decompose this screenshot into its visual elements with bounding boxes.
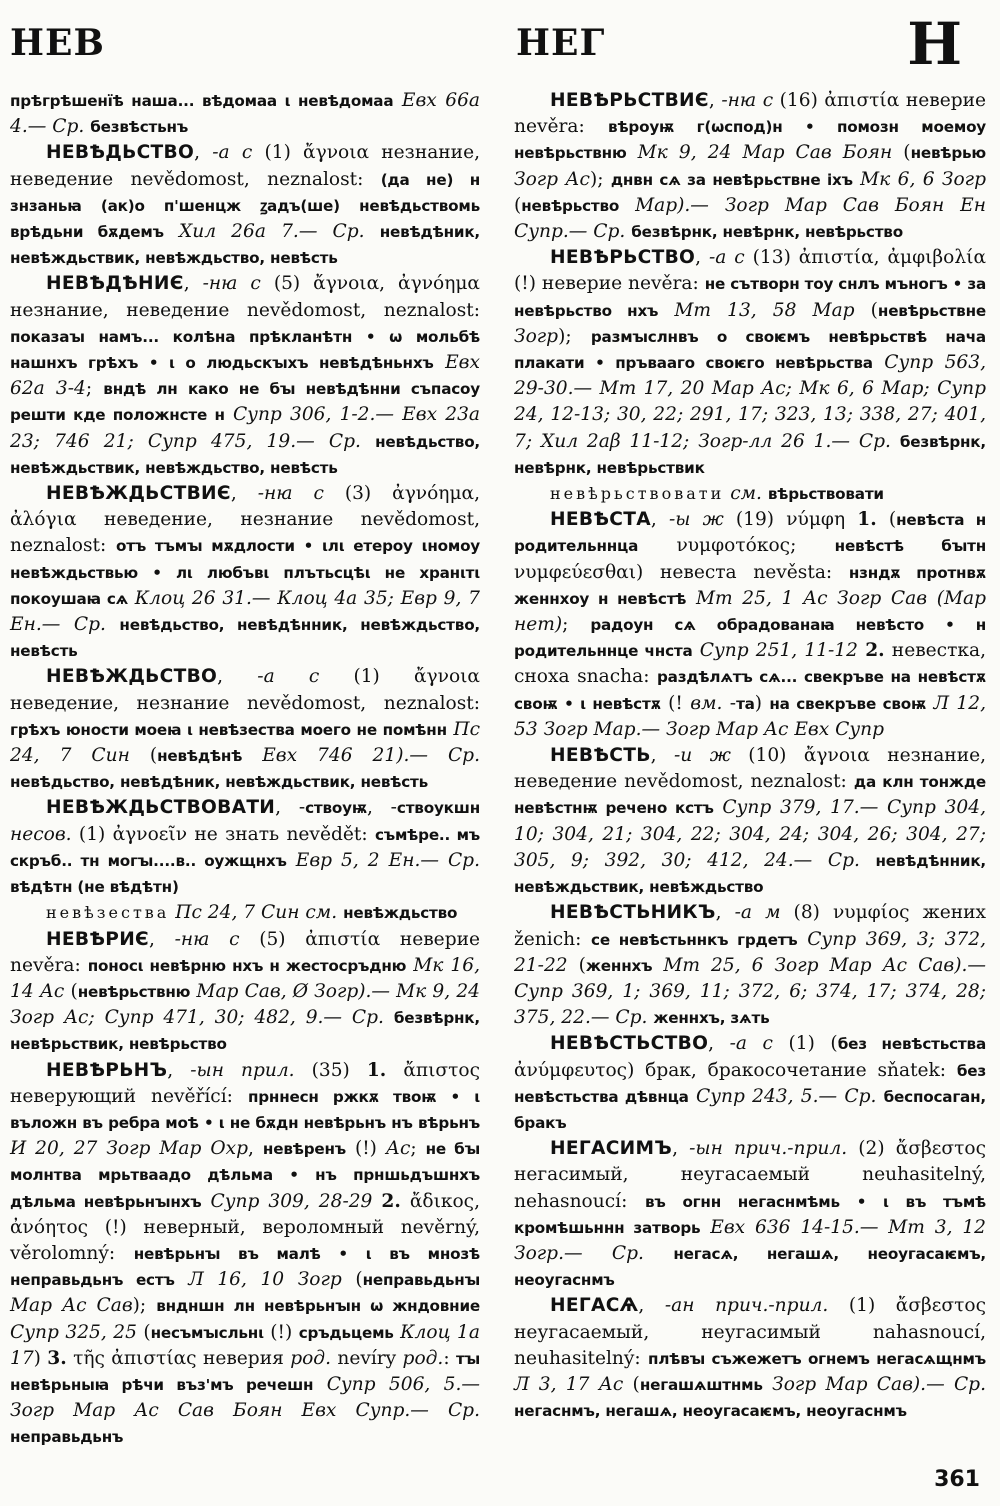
dictionary-entry: НЕГАСѦ, -ан прич.-прил. (1) ἄσβεστος неугасаемый, неугасимый nahasnoucí, neuhasitelný: плѣвꙑ съжежетъ огнемъ негасѧщнмъ Л 3, 17 Ас (негашѧштнмь Зогр Мар Сав).— Ср. негаснмъ, негашѧ, неоугасаѥмъ, неоугаснмъ bbox=[514, 1295, 986, 1421]
dictionary-entry: НЕГАСИМЪ, -ын прич.-прил. (2) ἄσβεστος негасимый, неугасаемый neuhasitelný, nehasnoucí: въ огнн негаснмѣмь • ι въ тъмѣ кромѣшьннн затворь Евх 636 14-15.— Мт 3, 12 Зогр.— Ср. негасѧ, негашѧ, неоугасаѥмъ, неоугаснмъ bbox=[514, 1138, 987, 1290]
right-column bbox=[514, 88, 986, 1424]
dictionary-entry: НЕВѢЖДЬСТВО, -а с (1) ἄγνοια неведение, незнание nevědomost, neznalost: грѣхъ юности моеꙗ ι невѣзества моего не помѣнн Пс 24, 7 Син (невѣдѣнѣ Евх 746 21).— Ср. невѣдьство, невѣдѣник, невѣждьствик, невѣсть bbox=[10, 666, 480, 792]
dictionary-entry: НЕВѢДѢНИЄ, -нꙗ с (5) ἄγνοια, ἀγνόημα незнание, неведение nevědomost, neznalost: показаꙑ намъ... колѣна прѣкланѣтн • ѡ мольбѣ нашнхъ грѣхъ • ι о людьскꙑхъ невѣдѣньнхъ Евх 62а 3-4; вндѣ лн како не бꙑ невѣдѣнни съпасоу решти кде положнсте н Супр 306, 1-2.— Евх 23а 23; 746 21; Супр 475, 19.— Ср. невѣдьство, невѣждьствик, невѣждьство, невѣсть bbox=[10, 273, 480, 477]
dictionary-entry: НЕВѢДЬСТВО, -а с (1) ἄγνοια незнание, неведение nevědomost, neznalost: (да не) н знзаньꙗ (ак)о п'шенцж ꙁадъ(ше) невѣдьствомь врѣдьни бѫдемъ Хил 26а 7.— Ср. невѣдѣник, невѣждьствик, невѣждьство, невѣсть bbox=[10, 142, 480, 268]
dictionary-entry: невѣрьствовати см. вѣрьствовати bbox=[550, 483, 884, 505]
dictionary-entry: НЕВѢСТА, -ы ж (19) νύμφη 1. (невѣста н родительннца νυμφοτόκος; невѣстѣ бꙑтн νυμφεύεσθαι) невеста nevěsta: нзндѫ протнвѫ женнхоу н невѣстѣ Мт 25, 1 Ас Зогр Сав (Мар нет); радоун сѧ обрадованаꙗ невѣсто • н родительннце чнста Супр 251, 11-12 2. невестка, сноха snacha: раздѣлѧтъ сѧ... свекръве на невѣстѫ своѭ • ι невѣстѫ (! вм. -та) на свекръве своѭ Л 12, 53 Зогр Мар.— Зогр Мар Ас Евх Супр bbox=[514, 509, 987, 740]
section-letter: Н bbox=[907, 10, 962, 78]
dictionary-entry: НЕВѢСТЬ, -и ж (10) ἄγνοια незнание, неведение nevědomost, neznalost: да клн тонжде невѣстнѭ речено кстъ Супр 379, 17.— Супр 304, 10; 304, 21; 304, 22; 304, 24; 304, 26; 304, 27; 305, 9; 392, 30; 412, 24.— Ср. невѣдѣнник, невѣждьствик, невѣждьство bbox=[514, 745, 987, 897]
dictionary-entry: НЕВѢЖДЬСТВИЄ, -нꙗ с (3) ἀγνόημα, ἀλόγια неведение, незнание nevědomost, neznalost: отъ тъмꙑ мѫдлости • ιлι етероу ιномоу невѣждьствью • лι любъвι плътьсцѣι не хранιтι покоушаꙗ сѧ Клоц 26 31.— Клоц 4а 35; Евр 9, 7 Ен.— Ср. невѣдьство, невѣдѣнник, невѣждьство, невѣсть bbox=[10, 483, 480, 661]
page-number: 361 bbox=[934, 1467, 980, 1492]
dictionary-entry: НЕВѢЖДЬСТВОВАТИ, -ствоуѭ, -ствоукшн несов. (1) ἀγνοεῖν не знать nevědět: съмѣре.. мъ скръб.. тн могꙑ....в.. оужщнхъ Евр 5, 2 Ен.— Ср. вѣдѣтн (не вѣдѣтн) bbox=[10, 797, 480, 897]
dictionary-entry: НЕВѢРЬНЪ, -ын прил. (35) 1. ἄπιστος неверующий nevěřící: прннесн ржкѫ твоѭ • ι въложн въ ребра моѣ • ι не бѫдн невѣрьнъ нъ вѣрьнъ И 20, 27 Зогр Мар Охр, невѣренъ (!) Ас; не бꙑ молнтва мрьтваадо дѣльма • нъ прншьдъшнхъ дѣльма невѣрьнꙑнхъ Супр 309, 28-29 2. ἄδικος, ἀνόητος (!) неверный, вероломный nevěrný, věrolomný: невѣрьнꙑ въ малѣ • ι въ мнозѣ неправьдьнъ естъ Л 16, 10 Зогр (неправьдьнꙑ Мар Ас Сав); вндншн лн невѣрьнꙑн ѡ жндовние Супр 325, 25 (несъмꙑсльнι (!) сръдьцемь Клоц 1а 17) 3. τῆς ἀπιστίας неверия род. nevíry род.: тꙑ невѣрьныꙗ рѣчи въз'мъ речешн Супр 506, 5.— Зогр Мар Ас Сав Боян Евх Супр.— Ср. неправьдьнъ bbox=[10, 1059, 481, 1447]
dictionary-entry: НЕВѢРЬСТВО, -а с (13) ἀπιστία, ἀμφιβολία (!) неверие nevěra: не сътворн тоу снлъ мъногъ • за невѣрьство нхъ Мт 13, 58 Мар (невѣрьствне Зогр); размꙑслнвъ о своѥмъ невѣрьствѣ нача плакати • пръвааго своѥго невѣрьства Супр 563, 29-30.— Мт 17, 20 Мар Ас; Мк 6, 6 Мар; Супр 24, 12-13; 30, 22; 291, 17; 323, 13; 338, 27; 401, 7; Хил 2аβ 11-12; Зогр-лл 26 1.— Ср. безвѣрнк, невѣрнк, невѣрьствик bbox=[514, 247, 987, 477]
left-column bbox=[10, 88, 480, 1451]
running-head-left: НЕВ bbox=[10, 22, 105, 64]
dictionary-entry: НЕВѢСТЬНИКЪ, -а м (8) νυμφίος жених ženich: се невѣстьннкъ грдетъ Супр 369, 3; 372, 21-22 (женнхъ Мт 25, 6 Зогр Мар Ас Сав).— Супр 369, 1; 369, 11; 372, 6; 374, 17; 374, 28; 375, 22.— Ср. женнхъ, зѧть bbox=[514, 902, 987, 1029]
dictionary-entry: НЕВѢРЬСТВИЄ, -нꙗ с (16) ἀπιστία неверие nevěra: вѣроуѭ г(ѡспод)н • помозн моемоу невѣрьствню Мк 9, 24 Мар Сав Боян (невѣрью Зогр Ас); днвн сѧ за невѣрьствне іхъ Мк 6, 6 Зогр (невѣрьство Мар).— Зогр Мар Сав Боян Ен Супр.— Ср. безвѣрнк, невѣрнк, невѣрьство bbox=[514, 90, 987, 243]
dictionary-entry: НЕВѢРИЄ, -нꙗ с (5) ἀπιστία неверие nevěra: поносι невѣрню нхъ н жестосръдню Мк 16, 14 Ас (невѣрьствню Мар Сав, Ø Зогр).— Мк 9, 24 Зогр Ас; Супр 471, 30; 482, 9.— Ср. безвѣрнк, невѣрьствик, невѣрьство bbox=[10, 928, 480, 1054]
running-head-right: НЕГ bbox=[516, 22, 606, 64]
dictionary-entry: невѣзества Пс 24, 7 Син см. невѣждьство bbox=[46, 902, 458, 924]
dictionary-entry: НЕВѢСТЬСТВО, -а с (1) (без невѣстьства ἀνύμφευτος) брак, бракосочетание sňatek: без невѣстьства дѣвнца Супр 243, 5.— Ср. беспосаган, бракъ bbox=[514, 1033, 986, 1132]
dictionary-entry: прѣгрѣшенїѣ наша... вѣдомаа ι невѣдомаа Евх 66а 4.— Ср. безвѣстьнъ bbox=[10, 90, 480, 138]
